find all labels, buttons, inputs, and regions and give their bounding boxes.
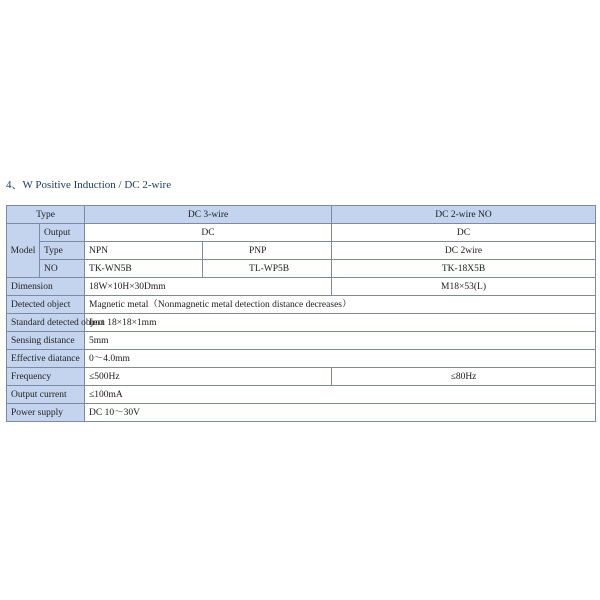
no-pnp-cell: TL-WP5B bbox=[203, 260, 332, 278]
table-row-power bbox=[7, 404, 596, 422]
table-row-sensing bbox=[7, 332, 596, 350]
sensing-label-cell: Sensing distance bbox=[7, 332, 85, 350]
table-row-effective bbox=[7, 350, 596, 368]
frequency-label-cell: Frequency bbox=[7, 368, 85, 386]
dimension-dc3-cell: 18W×10H×30Dmm bbox=[85, 278, 332, 296]
std-detected-value-cell: Iron 18×18×1mm bbox=[85, 314, 596, 332]
effective-value-cell: 0～4.0mm bbox=[85, 350, 596, 368]
type-pnp-cell: PNP bbox=[203, 242, 332, 260]
table-row-frequency bbox=[7, 368, 596, 386]
power-label-cell: Power supply bbox=[7, 404, 85, 422]
type-sub-label-cell: Type bbox=[40, 242, 85, 260]
table-row-header bbox=[7, 206, 596, 224]
dc2-header-cell: DC 2-wire NO bbox=[332, 206, 596, 224]
output-dc3-cell: DC bbox=[85, 224, 332, 242]
effective-label-cell: Effective diatance bbox=[7, 350, 85, 368]
table-row-no bbox=[7, 260, 596, 278]
no-label-cell: NO bbox=[40, 260, 85, 278]
detected-label-cell: Detected object bbox=[7, 296, 85, 314]
table-row-output bbox=[7, 224, 596, 242]
no-dc2-cell: TK-18X5B bbox=[332, 260, 596, 278]
power-value-cell: DC 10～30V bbox=[85, 404, 596, 422]
no-npn-cell: TK-WN5B bbox=[85, 260, 203, 278]
dc3-header-cell: DC 3-wire bbox=[85, 206, 332, 224]
type-header-cell: Type bbox=[7, 206, 85, 224]
table-row-std-detected bbox=[7, 314, 596, 332]
section-heading: 4、W Positive Induction / DC 2-wire bbox=[6, 179, 172, 191]
table-row-output-current bbox=[7, 386, 596, 404]
sensing-value-cell: 5mm bbox=[85, 332, 596, 350]
std-detected-label-cell: Standard detected object bbox=[7, 314, 85, 332]
output-label-cell: Output bbox=[40, 224, 85, 242]
frequency-dc3-cell: ≤500Hz bbox=[85, 368, 332, 386]
frequency-dc2-cell: ≤80Hz bbox=[332, 368, 596, 386]
model-label-cell: Model bbox=[7, 224, 40, 278]
output-current-label-cell: Output current bbox=[7, 386, 85, 404]
table-row-dimension bbox=[7, 278, 596, 296]
type-npn-cell: NPN bbox=[85, 242, 203, 260]
detected-value-cell: Magnetic metal（Nonmagnetic metal detection distance decreases） bbox=[85, 296, 596, 314]
table-row-type bbox=[7, 242, 596, 260]
type-dc2-cell: DC 2wire bbox=[332, 242, 596, 260]
output-dc2-cell: DC bbox=[332, 224, 596, 242]
table-row-detected bbox=[7, 296, 596, 314]
dimension-label-cell: Dimension bbox=[7, 278, 85, 296]
spec-table bbox=[6, 205, 596, 422]
dimension-dc2-cell: M18×53(L) bbox=[332, 278, 596, 296]
output-current-value-cell: ≤100mA bbox=[85, 386, 596, 404]
